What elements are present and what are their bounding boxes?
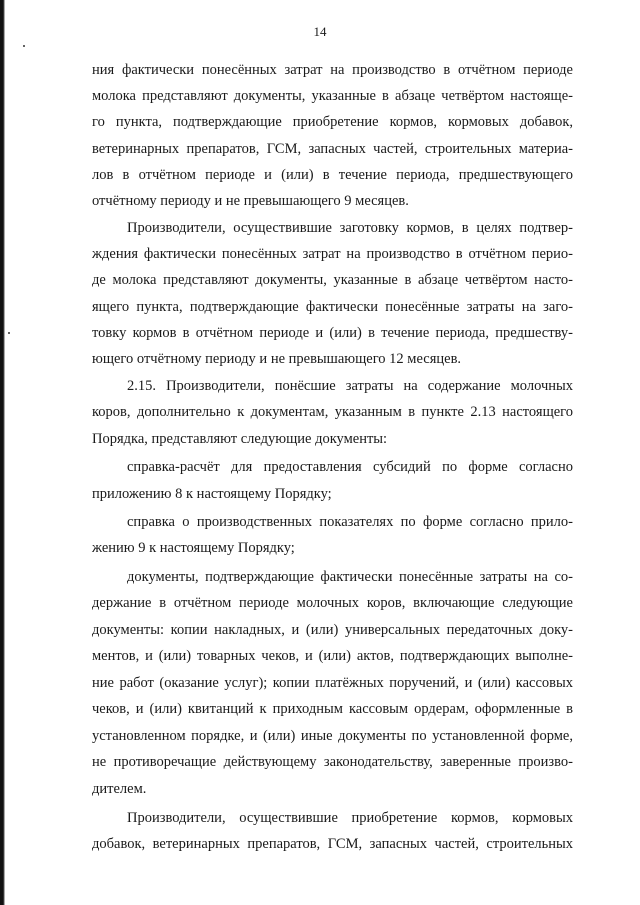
text-line: лов в отчётном периоде и (или) в течение периода, предшествующего [92,167,573,183]
text-line: не противоречащие действующему законодательству, заверенные произво- [92,754,573,770]
text-line: приложению 8 к настоящему Порядку; [92,486,332,502]
text-line: Производители, осуществившие заготовку кормов, в целях подтвер- [127,220,573,236]
text-line: молока представляют документы, указанные в абзаце четвёртом настояще- [92,88,573,104]
text-line: ящего пункта, подтверждающие фактически понесённые затраты на заго- [92,299,573,315]
text-line: держание в отчётном периоде молочных коров, включающие следующие [92,595,573,611]
scan-speck [23,45,25,47]
text-line: го пункта, подтверждающие приобретение кормов, кормовых добавок, [92,114,573,130]
scan-edge [0,0,5,905]
text-line: справка о производственных показателях по форме согласно прило- [127,514,573,530]
text-line: Порядка, представляют следующие документы: [92,431,388,447]
scan-speck [8,332,10,334]
text-line: отчётному периоду и не превышающего 9 месяцев. [92,193,409,209]
text-line: ние работ (оказание услуг); копии платёжных поручений, и (или) кассовых [92,675,573,691]
text-line: ющего отчётному периоду и не превышающего 12 месяцев. [92,351,462,367]
text-line: жению 9 к настоящему Порядку; [92,540,295,556]
text-line: документы, подтверждающие фактически понесённые затраты на со- [127,569,573,585]
text-line: чеков, и (или) квитанций к приходным кассовым ордерам, оформленные в [92,701,573,717]
text-line: Производители, осуществившие приобретение кормов, кормовых [127,810,573,826]
text-line: добавок, ветеринарных препаратов, ГСМ, запасных частей, строительных [92,836,573,852]
text-line: товку кормов в отчётном периоде и (или) в течение периода, предшеству- [92,325,573,341]
text-line: установленном порядке, и (или) иные документы по установленной форме, [92,728,573,744]
text-line: ментов, и (или) товарных чеков, и (или) актов, подтверждающих выполне- [92,648,573,664]
text-line: де молока представляют документы, указанные в абзаце четвёртом насто- [92,272,573,288]
text-line: справка-расчёт для предоставления субсидий по форме согласно [127,459,573,475]
text-line: ветеринарных препаратов, ГСМ, запасных частей, строительных материа- [92,141,573,157]
text-line: ния фактически понесённых затрат на производство в отчётном периоде [92,62,573,78]
text-line: дителем. [92,781,147,797]
text-line: документы: копии накладных, и (или) универсальных передаточных доку- [92,622,573,638]
text-line: коров, дополнительно к документам, указанным в пункте 2.13 настоящего [92,404,573,420]
text-line: 2.15. Производители, понёсшие затраты на содержание молочных [127,378,573,394]
page-number: 14 [313,24,327,39]
text-line: ждения фактически понесённых затрат на производство в отчётном перио- [92,246,573,262]
